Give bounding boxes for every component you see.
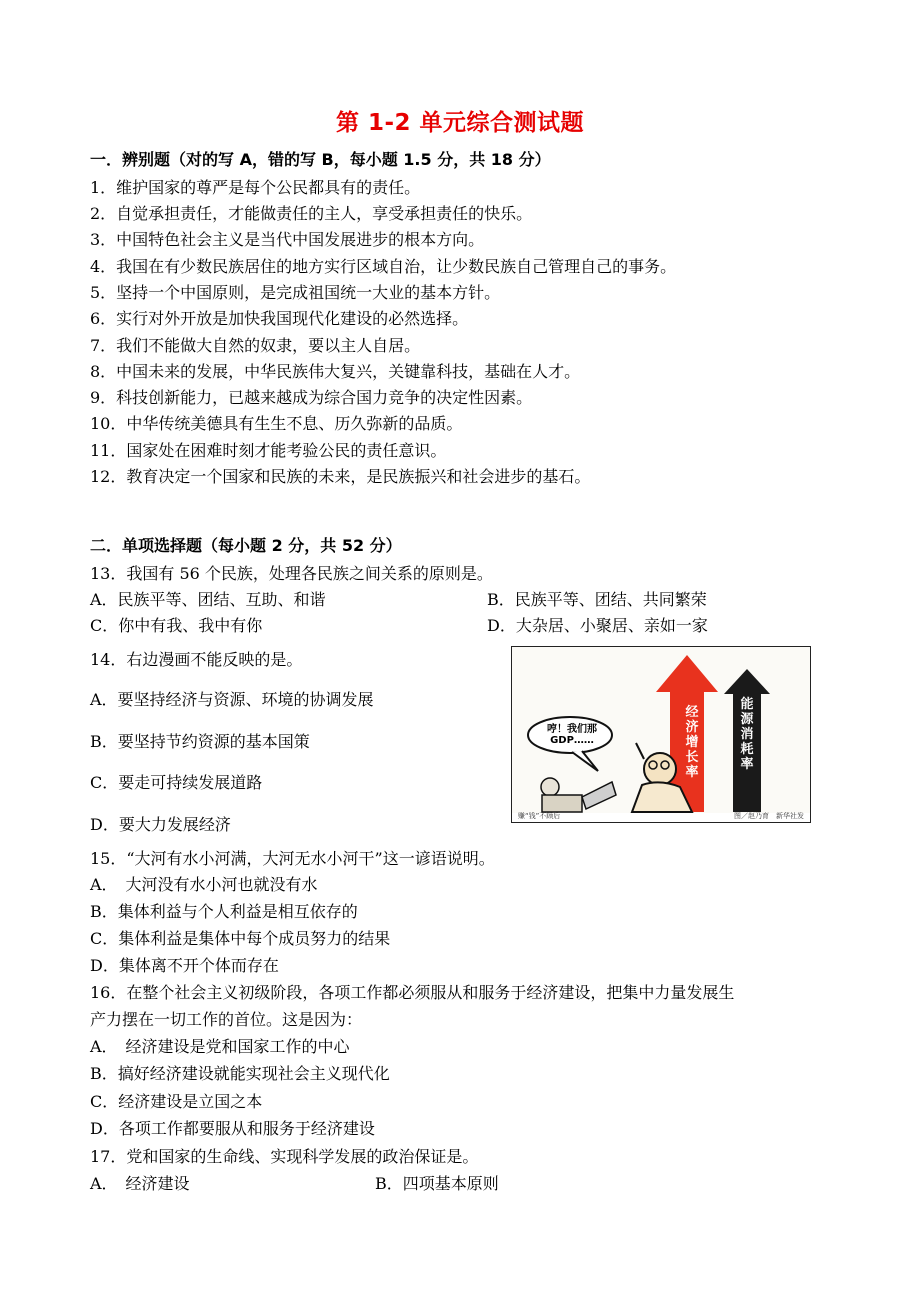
q13-option-d: D．大杂居、小聚居、亲如一家	[487, 616, 708, 635]
q16-stem-line1: 16．在整个社会主义初级阶段，各项工作都必须服从和服务于经济建设，把集中力量发展生	[90, 983, 735, 1002]
q17-option-b: B．四项基本原则	[375, 1174, 499, 1193]
cartoon-caption-left: 赚“钱”不顾后	[518, 812, 561, 820]
q16-option-b: B．搞好经济建设就能实现社会主义现代化	[90, 1064, 390, 1083]
speech-bubble-text: 哼！我们那 GDP……	[547, 724, 597, 746]
q14-option-b: B．要坚持节约资源的基本国策	[90, 732, 310, 751]
q16-option-a: A． 经济建设是党和国家工作的中心	[90, 1037, 350, 1056]
q17-option-a: A． 经济建设	[90, 1174, 190, 1193]
judge-item-2: 2．自觉承担责任，才能做责任的主人，享受承担责任的快乐。	[90, 204, 533, 223]
q15-option-a: A． 大河没有水小河也就没有水	[90, 875, 318, 894]
q15-option-d: D．集体离不开个体而存在	[90, 956, 279, 975]
judge-item-11: 11．国家处在困难时刻才能考验公民的责任意识。	[90, 441, 447, 460]
black-arrow-label: 能源消耗率	[740, 697, 754, 772]
judge-item-12: 12．教育决定一个国家和民族的未来，是民族振兴和社会进步的基石。	[90, 467, 591, 486]
cartoon-figure-arm	[636, 743, 644, 759]
q14-option-c: C．要走可持续发展道路	[90, 773, 263, 792]
q14-stem: 14．右边漫画不能反映的是。	[90, 650, 303, 669]
calculator-icon	[582, 782, 616, 809]
q14-option-a: A．要坚持经济与资源、环境的协调发展	[90, 690, 374, 709]
judge-item-8: 8．中国未来的发展，中华民族伟大复兴，关键靠科技，基础在人才。	[90, 362, 581, 381]
judge-item-3: 3．中国特色社会主义是当代中国发展进步的根本方向。	[90, 230, 485, 249]
economy-cartoon	[511, 646, 811, 823]
q15-option-b: B．集体利益与个人利益是相互依存的	[90, 902, 358, 921]
q16-option-d: D．各项工作都要服从和服务于经济建设	[90, 1119, 375, 1138]
q15-option-c: C．集体利益是集体中每个成员努力的结果	[90, 929, 391, 948]
speech-bubble-tail	[572, 751, 598, 771]
q14-option-d: D．要大力发展经济	[90, 815, 231, 834]
judge-item-4: 4．我国在有少数民族居住的地方实行区域自治，让少数民族自己管理自己的事务。	[90, 257, 677, 276]
cartoon-figure-head	[644, 753, 676, 785]
judge-item-1: 1．维护国家的尊严是每个公民都具有的责任。	[90, 178, 421, 197]
judge-item-5: 5．坚持一个中国原则，是完成祖国统一大业的基本方针。	[90, 283, 501, 302]
q13-option-c: C．你中有我、我中有你	[90, 616, 263, 635]
q13-option-b: B．民族平等、团结、共同繁荣	[487, 590, 707, 609]
q17-stem: 17．党和国家的生命线、实现科学发展的政治保证是。	[90, 1147, 479, 1166]
red-arrow-label: 经济增长率	[685, 705, 699, 780]
q16-option-c: C．经济建设是立国之本	[90, 1092, 263, 1111]
small-figure-body	[542, 795, 582, 812]
page-title: 第 1-2 单元综合测试题	[335, 110, 585, 136]
judge-item-9: 9．科技创新能力，已越来越成为综合国力竞争的决定性因素。	[90, 388, 533, 407]
q16-stem-line2: 产力摆在一切工作的首位。这是因为：	[90, 1010, 363, 1029]
small-figure-head	[541, 778, 559, 796]
section1-heading: 一．辨别题（对的写 A，错的写 B，每小题 1.5 分，共 18 分）	[90, 150, 551, 169]
q15-stem: 15．“大河有水小河满，大河无水小河干”这一谚语说明。	[90, 849, 495, 868]
section2-heading: 二．单项选择题（每小题 2 分，共 52 分）	[90, 536, 402, 555]
judge-item-6: 6．实行对外开放是加快我国现代化建设的必然选择。	[90, 309, 469, 328]
q13-stem: 13．我国有 56 个民族，处理各民族之间关系的原则是。	[90, 564, 493, 583]
q13-option-a: A．民族平等、团结、互助、和谐	[90, 590, 326, 609]
cartoon-caption-right: 图／赵乃育 新华社发	[734, 812, 804, 820]
judge-item-10: 10．中华传统美德具有生生不息、历久弥新的品质。	[90, 414, 463, 433]
judge-item-7: 7．我们不能做大自然的奴隶，要以主人自居。	[90, 336, 421, 355]
